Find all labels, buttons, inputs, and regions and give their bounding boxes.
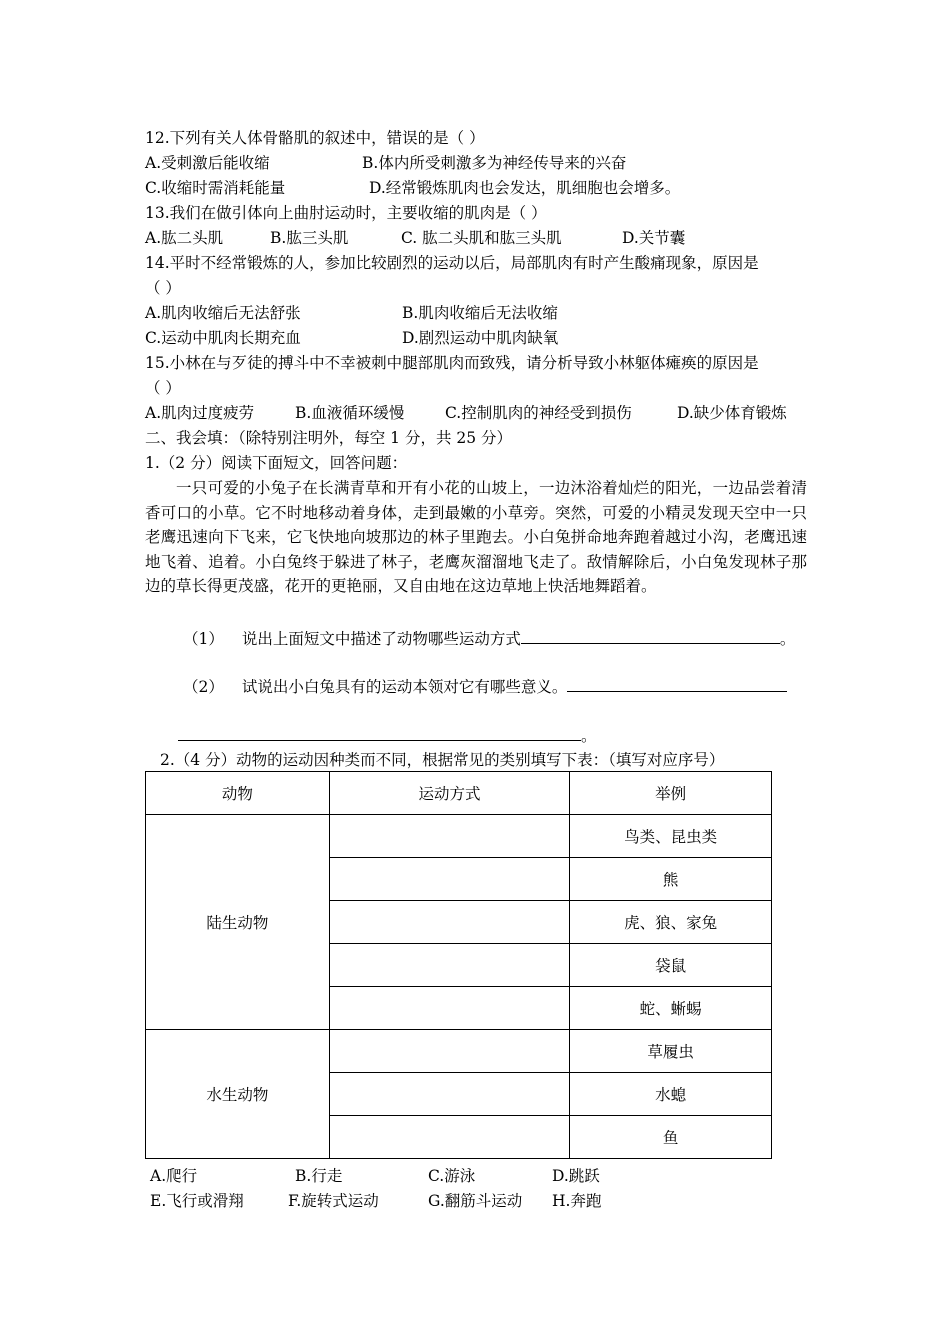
motion-answer-cell[interactable] (329, 1116, 570, 1159)
q12-option-d: D.经常锻炼肌肉也会发达，肌细胞也会增多。 (369, 179, 681, 197)
choice-b: B.行走 (295, 1167, 343, 1185)
motion-answer-cell[interactable] (329, 1073, 570, 1116)
example-cell: 鱼 (570, 1116, 772, 1159)
example-cell: 袋鼠 (570, 944, 772, 987)
choice-d: D.跳跃 (552, 1167, 600, 1185)
s2-q1-sub2-cont (178, 725, 597, 746)
q12-stem: 12.下列有关人体骨骼肌的叙述中，错误的是（ ） (145, 129, 485, 147)
q14-option-a: A.肌肉收缩后无法舒张 (145, 304, 301, 322)
q15-stem: 15.小林在与歹徒的搏斗中不幸被刺中腿部肌肉而致残，请分析导致小林躯体瘫痪的原因是 (145, 354, 759, 372)
reading-passage: 一只可爱的小兔子在长满青草和开有小花的山坡上，一边沐浴着灿烂的阳光，一边品尝着清香可口的小草。它不时地移动着身体，走到最嫩的小草旁。突然，可爱的小精灵发现天空中一只老鹰迅速向下飞来，它飞快地向坡那边的林子里跑去。小白兔拼命地奔跑着越过小沟，老鹰迅速地飞着、追着。小白兔终于躲进了林子，老鹰灰溜溜地飞走了。敌情解除后，小白兔发现林子那边的草长得更茂盛，花开的更艳丽，又自由地在这边草地上快活地舞蹈着。 (145, 479, 807, 595)
choice-g: G.翻筋斗运动 (428, 1192, 523, 1210)
motion-answer-cell[interactable] (329, 858, 570, 901)
q15-answer-paren: （ ） (145, 379, 181, 397)
q13-option-a: A.肱二头肌 (145, 229, 224, 247)
q14-option-c: C.运动中肌肉长期充血 (145, 329, 301, 347)
q14-option-b: B.肌肉收缩后无法收缩 (402, 304, 558, 322)
example-cell: 水螅 (570, 1073, 772, 1116)
choice-h: H.奔跑 (552, 1192, 602, 1210)
q15-option-c: C.控制肌肉的神经受到损伤 (445, 404, 632, 422)
example-cell: 虎、狼、家兔 (570, 901, 772, 944)
s2-q1-sub1 (183, 628, 795, 649)
motion-answer-cell[interactable] (329, 987, 570, 1030)
group-water-animals: 水生动物 (146, 1030, 330, 1159)
motion-answer-cell[interactable] (329, 815, 570, 858)
sub1-number: （1） (183, 630, 224, 648)
q14-option-d: D.剧烈运动中肌肉缺氧 (402, 329, 559, 347)
q12-option-c: C.收缩时需消耗能量 (145, 179, 286, 197)
example-cell: 草履虫 (570, 1030, 772, 1073)
group-land-animals: 陆生动物 (146, 815, 330, 1030)
choice-f: F.旋转式运动 (288, 1192, 379, 1210)
table-header-row (146, 772, 772, 815)
section-2-title: 二、我会填：（除特别注明外，每空 1 分，共 25 分） (145, 429, 513, 447)
example-cell: 熊 (570, 858, 772, 901)
q12-option-a: A.受刺激后能收缩 (145, 154, 270, 172)
q13-option-c: C. 肱二头肌和肱三头肌 (401, 229, 562, 247)
q14-answer-paren: （ ） (145, 279, 181, 297)
example-cell: 鸟类、昆虫类 (570, 815, 772, 858)
choice-e: E.飞行或滑翔 (150, 1192, 244, 1210)
sub1-answer-blank[interactable] (521, 628, 780, 644)
table-row (146, 815, 772, 858)
motion-answer-cell[interactable] (329, 1030, 570, 1073)
motion-answer-cell[interactable] (329, 944, 570, 987)
table-row (146, 1030, 772, 1073)
q13-option-d: D.关节囊 (622, 229, 686, 247)
q15-option-d: D.缺少体育锻炼 (677, 404, 787, 422)
choice-c: C.游泳 (428, 1167, 476, 1185)
header-motion-type: 运动方式 (329, 772, 570, 815)
header-example: 举例 (570, 772, 772, 815)
sub2-text: 试说出小白兔具有的运动本领对它有哪些意义。 (241, 678, 568, 696)
q15-option-a: A.肌肉过度疲劳 (145, 404, 255, 422)
sub1-text: 说出上面短文中描述了动物哪些运动方式 (241, 630, 521, 648)
q14-stem: 14.平时不经常锻炼的人，参加比较剧烈的运动以后，局部肌肉有时产生酸痛现象，原因是 (145, 254, 759, 272)
sub2-number: （2） (183, 678, 224, 696)
motion-answer-cell[interactable] (329, 901, 570, 944)
q13-stem: 13.我们在做引体向上曲肘运动时，主要收缩的肌肉是（ ） (145, 204, 547, 222)
header-animal: 动物 (146, 772, 330, 815)
example-cell: 蛇、蜥蜴 (570, 987, 772, 1030)
sub2-answer-blank-2[interactable] (178, 725, 581, 741)
motion-table (145, 771, 772, 1159)
s2-q2-stem: 2.（4 分）动物的运动因种类而不同，根据常见的类别填写下表：（填写对应序号） (160, 751, 725, 769)
sub1-end: 。 (779, 630, 796, 648)
q12-option-b: B.体内所受刺激多为神经传导来的兴奋 (362, 154, 627, 172)
sub2-end: 。 (581, 727, 597, 745)
s2-q1-sub2 (183, 676, 787, 697)
q13-option-b: B.肱三头肌 (270, 229, 349, 247)
q15-option-b: B.血液循环缓慢 (295, 404, 405, 422)
sub2-answer-blank-1[interactable] (567, 676, 787, 692)
choice-a: A.爬行 (150, 1167, 198, 1185)
s2-q1-stem: 1.（2 分）阅读下面短文，回答问题： (145, 454, 408, 472)
